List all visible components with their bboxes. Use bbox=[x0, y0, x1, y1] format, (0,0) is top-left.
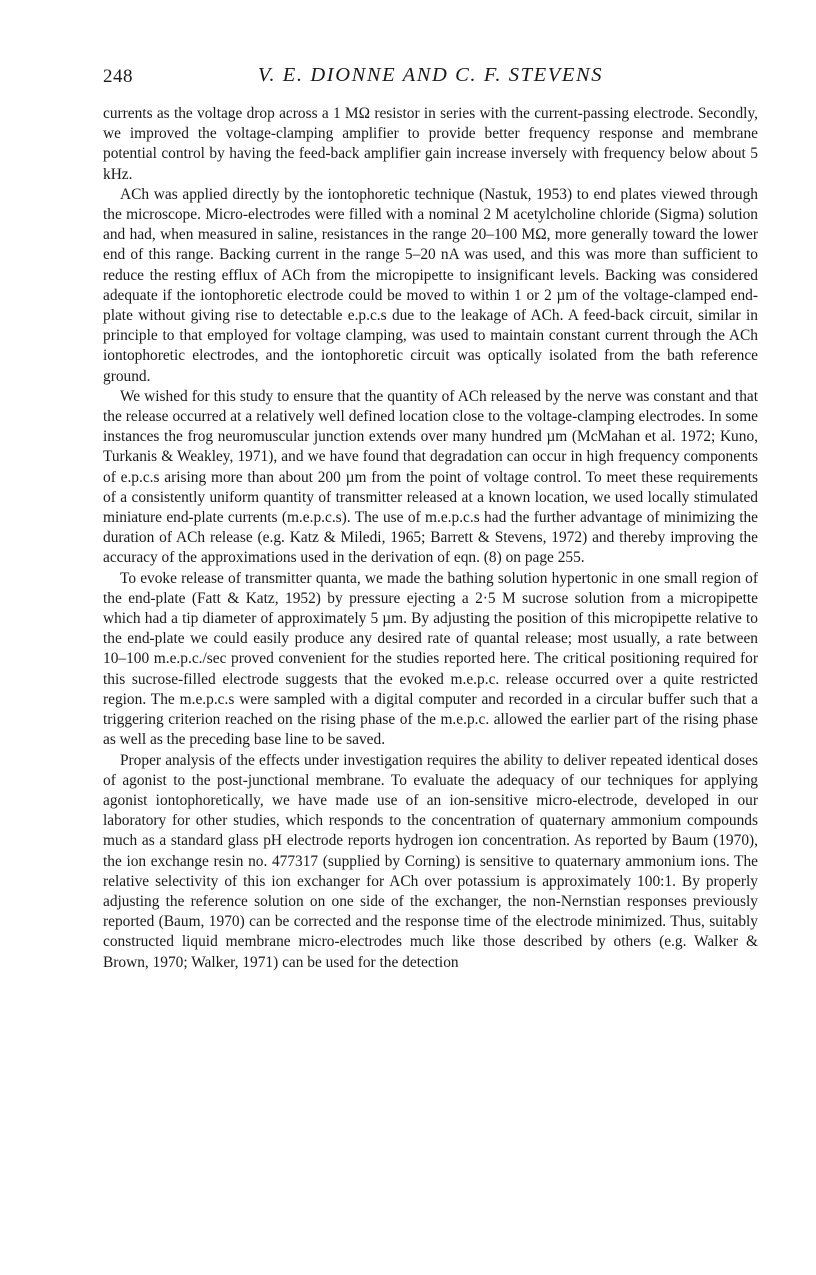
journal-page bbox=[103, 64, 758, 973]
paragraph-agonist-analysis: Proper analysis of the effects under investigation requires the ability to deliver repeated identical doses of agonist to the post-junctional membrane. To evaluate the adequacy of our techniques for applying agonist iontophoretically, we have made use of an ion-sensitive micro-electrode, developed in our laboratory for other studies, which responds to the concentration of quaternary ammonium compounds much as a standard glass pH electrode reports hydrogen ion concentration. As reported by Baum (1970), the ion exchange resin no. 477317 (supplied by Corning) is sensitive to quaternary ammonium ions. The relative selectivity of this ion exchanger for ACh over potassium is approximately 100:1. By properly adjusting the reference solution on one side of the exchanger, the non-Nernstian responses previously reported (Baum, 1970) can be corrected and the response time of the electrode minimized. Thus, suitably constructed liquid membrane micro-electrodes much like those described by others (e.g. Walker & Brown, 1970; Walker, 1971) can be used for the detection bbox=[103, 751, 758, 971]
paragraph-study-design: We wished for this study to ensure that the quantity of ACh released by the nerve was constant and that the release occurred at a relatively well defined location close to the voltage-clamping electrodes. In some instances the frog neuromuscular junction extends over many hundred µm (McMahan et al. 1972; Kuno, Turkanis & Weakley, 1971), and we have found that degradation can occur in high frequency components of e.p.c.s arising more than about 200 µm from the point of voltage control. To meet these requirements of a consistently uniform quantity of transmitter released at a known location, we used locally stimulated miniature end-plate currents (m.e.p.c.s). The use of m.e.p.c.s had the further advantage of minimizing the duration of ACh release (e.g. Katz & Miledi, 1965; Barrett & Stevens, 1972) and thereby improving the accuracy of the approximations used in the derivation of eqn. (8) on page 255. bbox=[103, 387, 758, 567]
paragraph-ach-iontophoresis: ACh was applied directly by the iontophoretic technique (Nastuk, 1953) to end plates viewed through the microscope. Micro-electrodes were filled with a nominal 2 M acetylcholine chloride (Sigma) solution and had, when measured in saline, resistances in the range 20–100 MΩ, more generally toward the lower end of this range. Backing current in the range 5–20 nA was used, and this was more than sufficient to reduce the resting efflux of ACh from the micropipette to insignificant levels. Backing was considered adequate if the iontophoretic electrode could be moved to within 1 or 2 µm of the voltage-clamped end-plate without giving rise to detectable e.p.c.s due to the leakage of ACh. A feed-back circuit, similar in principle to that employed for voltage clamping, was used to maintain constant current through the ACh iontophoretic electrodes, and the iontophoretic circuit was optically isolated from the bath reference ground. bbox=[103, 185, 758, 385]
running-head-authors: V. E. DIONNE AND C. F. STEVENS bbox=[257, 64, 604, 86]
page-number: 248 bbox=[103, 66, 133, 87]
paragraph-continuation: currents as the voltage drop across a 1 MΩ resistor in series with the current-passing electrode. Secondly, we improved the voltage-clamping amplifier to provide better frequency response and membrane potential control by having the feed-back amplifier gain increase inversely with frequency below about 5 kHz. bbox=[103, 105, 758, 183]
running-head bbox=[103, 64, 758, 94]
body-text bbox=[103, 104, 758, 973]
paragraph-quanta-release: To evoke release of transmitter quanta, we made the bathing solution hypertonic in one small region of the end-plate (Fatt & Katz, 1952) by pressure ejecting a 2·5 M sucrose solution from a micropipette which had a tip diameter of approximately 5 µm. By adjusting the position of this micropipette relative to the end-plate we could easily produce any desired rate of quantal release; most usually, a rate between 10–100 m.e.p.c./sec proved convenient for the studies reported here. The critical positioning required for this sucrose-filled electrode suggests that the evoked m.e.p.c. release occurred over a quite restricted region. The m.e.p.c.s were sampled with a digital computer and recorded in a circular buffer such that a triggering criterion reached on the rising phase of the m.e.p.c. allowed the earlier part of the rising phase as well as the preceding base line to be saved. bbox=[103, 569, 758, 749]
